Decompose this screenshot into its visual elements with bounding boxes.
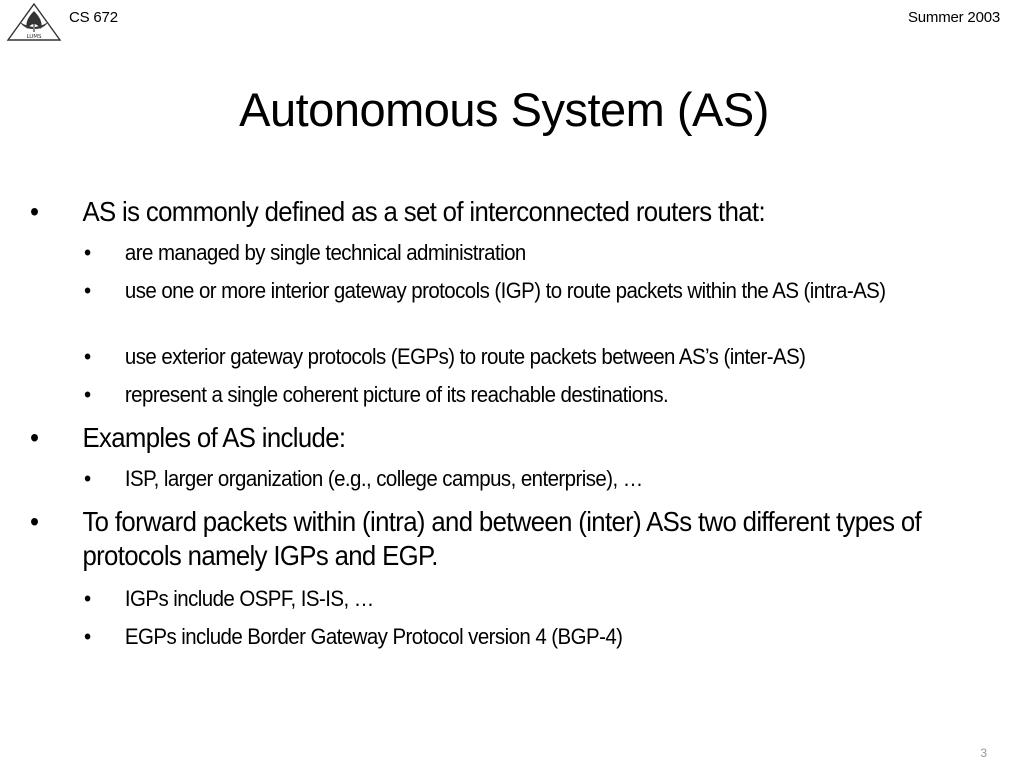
bullet-1-sub-3-text: use exterior gateway protocols (EGPs) to route packets between AS’s (inter-AS) [124,344,806,369]
sub-bullet-glyph: • [84,278,91,303]
bullet-3-text: To forward packets within (intra) and between (inter) ASs two different types of protocols namely IGPs and EGP. [82,506,922,571]
sub-bullet-glyph: • [84,344,91,369]
sub-bullet-glyph: • [84,466,91,491]
bullet-1-sub-1-text: are managed by single technical administration [124,240,526,265]
bullet-1-sub-4-text: represent a single coherent picture of its reachable destinations. [124,382,669,407]
bullet-2-text: Examples of AS include: [82,422,346,453]
sub-bullet-glyph: • [84,382,91,407]
sub-bullet-glyph: • [84,624,91,649]
bullet-3-sub-2-text: EGPs include Border Gateway Protocol version 4 (BGP-4) [124,624,623,649]
term-label: Summer 2003 [907,9,1000,26]
slide-number: 3 [980,746,987,760]
bullet-3-sub-1-text: IGPs include OSPF, IS-IS, … [124,586,374,611]
course-code: CS 672 [69,9,118,26]
slide-title: Autonomous System (AS) [239,83,769,136]
bullet-glyph: • [30,196,39,227]
bullet-glyph: • [30,422,39,453]
sub-bullet-glyph: • [84,240,91,265]
bullet-2-sub-1-text: ISP, larger organization (e.g., college campus, enterprise), … [124,466,643,491]
bullet-1-text: AS is commonly defined as a set of interconnected routers that: [82,196,765,227]
logo-text: LUMS [26,34,42,40]
bullet-glyph: • [30,506,39,537]
bullet-1-sub-2-text: use one or more interior gateway protocols (IGP) to route packets within the AS (intra-AS) [124,278,886,303]
sub-bullet-glyph: • [84,586,91,611]
